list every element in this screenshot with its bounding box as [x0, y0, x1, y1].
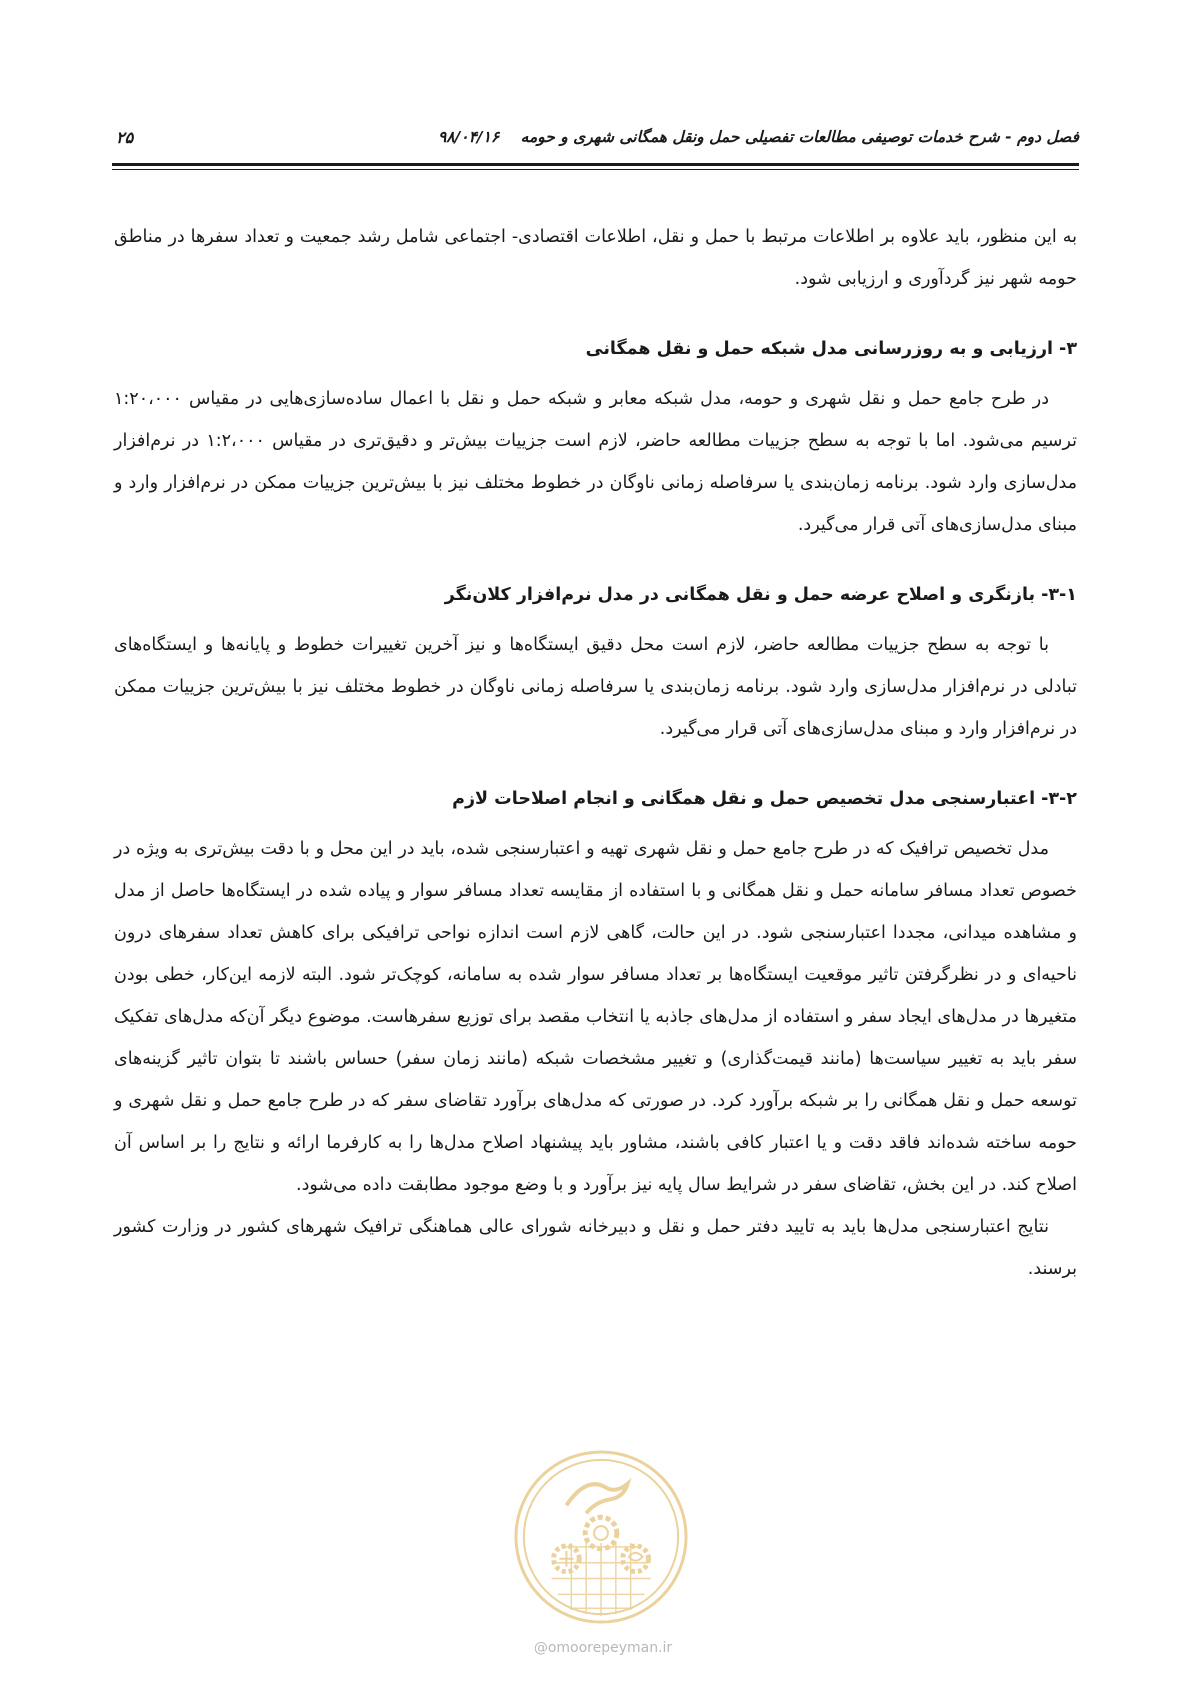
section-3-1-number: ۳-۱- — [1041, 585, 1077, 605]
header-rule — [112, 163, 1079, 166]
section-3-2-paragraph-2: نتایج اعتبارسنجی مدل‌ها باید به تایید دفتر حمل و نقل و دبیرخانه شورای عالی هماهنگی ترافیک شهرهای کشور در وزارت کشور برسند. — [114, 1217, 1077, 1279]
header-date: ۹۸/۰۴/۱۶ — [437, 128, 500, 146]
section-3-heading — [114, 328, 1077, 370]
section-3-1-paragraph: با توجه به سطح جزییات مطالعه حاضر، لازم است محل دقیق ایستگاه‌ها و نیز آخرین تغییرات خطوط و پایانه‌ها و ایستگاه‌های تبادلی در نرم‌افزار مدل‌سازی وارد شود. برنامه زمان‌بندی یا سرفاصله زمانی ناوگان در خطوط مختلف نیز با بیش‌ترین جزییات ممکن در نرم‌افزار وارد و مبنای مدل‌سازی‌های آتی قرار می‌گیرد. — [114, 635, 1077, 739]
section-3-2-title: اعتبارسنجی مدل تخصیص حمل و نقل همگانی و انجام اصلاحات لازم — [452, 789, 1036, 809]
watermark-url: @omoorepeyman.ir — [533, 1640, 673, 1656]
header-title-text: فصل دوم - شرح خدمات توصیفی مطالعات تفصیلی حمل ونقل همگانی شهری و حومه — [520, 128, 1079, 146]
document-body — [114, 216, 1077, 1290]
section-3-title: ارزیابی و به روزرسانی مدل شبکه حمل و نقل همگانی — [585, 339, 1054, 359]
page-number: ۲۵ — [116, 128, 134, 147]
section-3-number: ۳- — [1059, 339, 1077, 359]
intro-paragraph: به این منظور، باید علاوه بر اطلاعات مرتبط با حمل و نقل، اطلاعات اقتصادی- اجتماعی شامل رشد جمعیت و تعداد سفرها در مناطق حومه شهر نیز گردآوری و ارزیابی شود. — [114, 227, 1077, 289]
section-3-1-title: بازنگری و اصلاح عرضه حمل و نقل همگانی در مدل نرم‌افزار کلان‌نگر — [444, 585, 1036, 605]
section-3-2-paragraph-1: مدل تخصیص ترافیک که در طرح جامع حمل و نقل شهری تهیه و اعتبارسنجی شده، باید در این محل و با دقت بیش‌تری به ویژه در خصوص تعداد مسافر سامانه حمل و نقل همگانی و با استفاده از مقایسه تعداد مسافر سوار و پیاده شده در ایستگاه‌ها حاصل از مدل و مشاهده میدانی، مجددا اعتبارسنجی شود. در این حالت، گاهی لازم است اندازه نواحی ترافیکی برای کاهش تعداد سفرهای درون ناحیه‌ای و در نظرگرفتن تاثیر موقعیت ایستگاه‌ها بر تعداد مسافر سوار شده به سامانه، کوچک‌تر شود. البته لازمه این‌کار، خطی بودن متغیرها در مدل‌های ایجاد سفر و استفاده از مدل‌های جاذبه یا انتخاب مقصد برای توزیع سفرهاست. موضوع دیگر آن‌که مدل‌های تفکیک سفر باید به تغییر سیاست‌ها (مانند قیمت‌گذاری) و تغییر مشخصات شبکه (مانند زمان سفر) حساس باشند تا بتوان تاثیر گزینه‌های توسعه حمل و نقل همگانی را بر شبکه برآورد کرد. در صورتی که مدل‌های برآورد تقاضای سفر که در طرح جامع حمل و نقل شهری و حومه ساخته شده‌اند فاقد دقت و یا اعتبار کافی باشند، مشاور باید پیشنهاد اصلاح مدل‌ها را به کارفرما ارائه و نتایج را بر اساس آن اصلاح کند. در این بخش، تقاضای سفر در شرایط سال پایه نیز برآورد و با وضع موجود مطابقت داده می‌شود. — [114, 839, 1077, 1195]
section-3-2-heading — [114, 778, 1077, 820]
section-3-1-heading — [114, 574, 1077, 616]
header-title — [438, 128, 1079, 146]
section-3-2-number: ۳-۲- — [1041, 789, 1077, 809]
page-header — [112, 128, 1079, 156]
section-3-paragraph: در طرح جامع حمل و نقل شهری و حومه، مدل شبکه معابر و شبکه حمل و نقل با اعمال ساده‌سازی‌هایی در مقیاس ۱:۲۰،۰۰۰ ترسیم می‌شود. اما با توجه به سطح جزییات مطالعه حاضر، لازم است جزییات بیش‌تر و دقیق‌تری در مقیاس ۱:۲،۰۰۰ در نرم‌افزار مدل‌سازی وارد شود. برنامه زمان‌بندی یا سرفاصله زمانی ناوگان در خطوط مختلف نیز با بیش‌ترین جزییات ممکن در نرم‌افزار وارد و مبنای مدل‌سازی‌های آتی قرار می‌گیرد. — [114, 389, 1077, 535]
watermark-logo-icon — [512, 1448, 690, 1626]
